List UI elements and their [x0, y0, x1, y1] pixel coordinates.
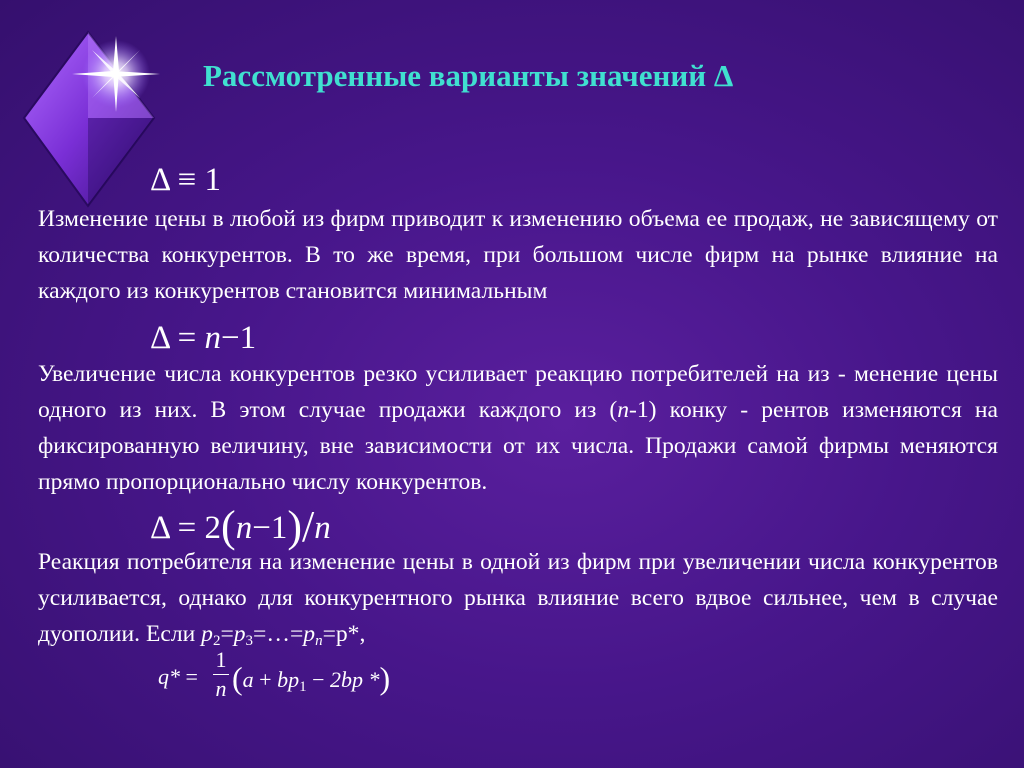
paragraph-2	[38, 356, 998, 500]
equals-sign: =	[185, 664, 198, 689]
formula-minus: −	[221, 320, 240, 356]
formula-delta: Δ	[150, 162, 170, 198]
formula-delta-identity	[150, 160, 221, 200]
paragraph-2-part-b: -1) конку - рентов изменяются на фиксированную величину, вне зависимости от их числа. Продажи самой фирмы меняются прямо пропорционально числу конкурентов.	[38, 397, 999, 495]
fraction-numerator: 1	[215, 647, 227, 672]
formula-minus: −	[252, 510, 271, 546]
formula-n: n	[235, 510, 253, 546]
formula-two: 2	[204, 510, 222, 546]
formula-rparen: )	[287, 502, 302, 551]
var-a: a	[242, 667, 254, 692]
diamond-star-decoration	[20, 28, 170, 213]
subscript-n: n	[315, 633, 323, 649]
paragraph-2-n: n	[617, 397, 630, 423]
fraction-denominator: n	[215, 676, 227, 701]
p-star-tail: =р*,	[322, 621, 366, 647]
subscript-1: 1	[299, 679, 307, 695]
paragraph-1: Изменение цены в любой из фирм приводит к изменению объема ее продаж, не зависящему от количества конкурентов. В то же время, при большом числе фирм на рынке влияние на каждого из конкурентов становится минимальным	[38, 206, 998, 304]
formula-delta-n-minus-1	[150, 318, 256, 358]
formula-n-denominator: n	[314, 510, 331, 546]
formula-lparen: (	[221, 502, 236, 551]
plus-sign: +	[259, 667, 272, 692]
formula-delta: Δ	[150, 320, 170, 356]
slide-title: Рассмотренные варианты значений Δ	[203, 58, 734, 93]
var-p: p	[288, 667, 300, 692]
formula-rhs: 1	[204, 162, 222, 198]
equals-ellipsis: =…=	[253, 621, 304, 647]
var-b: b	[277, 667, 289, 692]
paragraph-2-part-a: Увеличение числа конкурентов резко усиливает реакцию потребителей на из - менение цены одного из них. В этом случае продажи каждого из (	[38, 361, 998, 423]
formula-one: 1	[239, 320, 257, 356]
formula-rparen: )	[379, 660, 391, 696]
formula-delta: Δ	[150, 510, 170, 546]
minus-sign: −	[312, 667, 325, 692]
p-symbol: p	[233, 621, 246, 647]
formula-n: n	[204, 320, 222, 356]
equals-sign: =	[220, 621, 234, 647]
fraction-bar	[213, 674, 229, 675]
paragraph-3	[38, 544, 998, 652]
q-star: q*	[158, 664, 180, 689]
var-2b: 2b	[330, 667, 352, 692]
formula-op: =	[177, 320, 197, 356]
formula-delta-2n-minus-1-over-n	[150, 502, 331, 551]
formula-op: ≡	[177, 162, 197, 198]
subscript-3: 3	[245, 633, 254, 649]
formula-one: 1	[270, 510, 288, 546]
formula-slash: /	[301, 502, 315, 551]
formula-op: =	[177, 510, 197, 546]
p-symbol: p	[201, 621, 213, 647]
formula-q-star	[158, 648, 458, 708]
formula-lparen: (	[232, 660, 243, 696]
paragraph-3-part-a: Реакция потребителя на изменение цены в одной из фирм при увеличении числа конкурентов усиливается, однако для конкурентного рынка влияние всего вдвое сильнее, чем в случае дуополии. Если	[38, 549, 998, 647]
var-p-star: p *	[352, 667, 380, 692]
p-symbol: p	[303, 621, 316, 647]
subscript-2: 2	[212, 633, 221, 649]
